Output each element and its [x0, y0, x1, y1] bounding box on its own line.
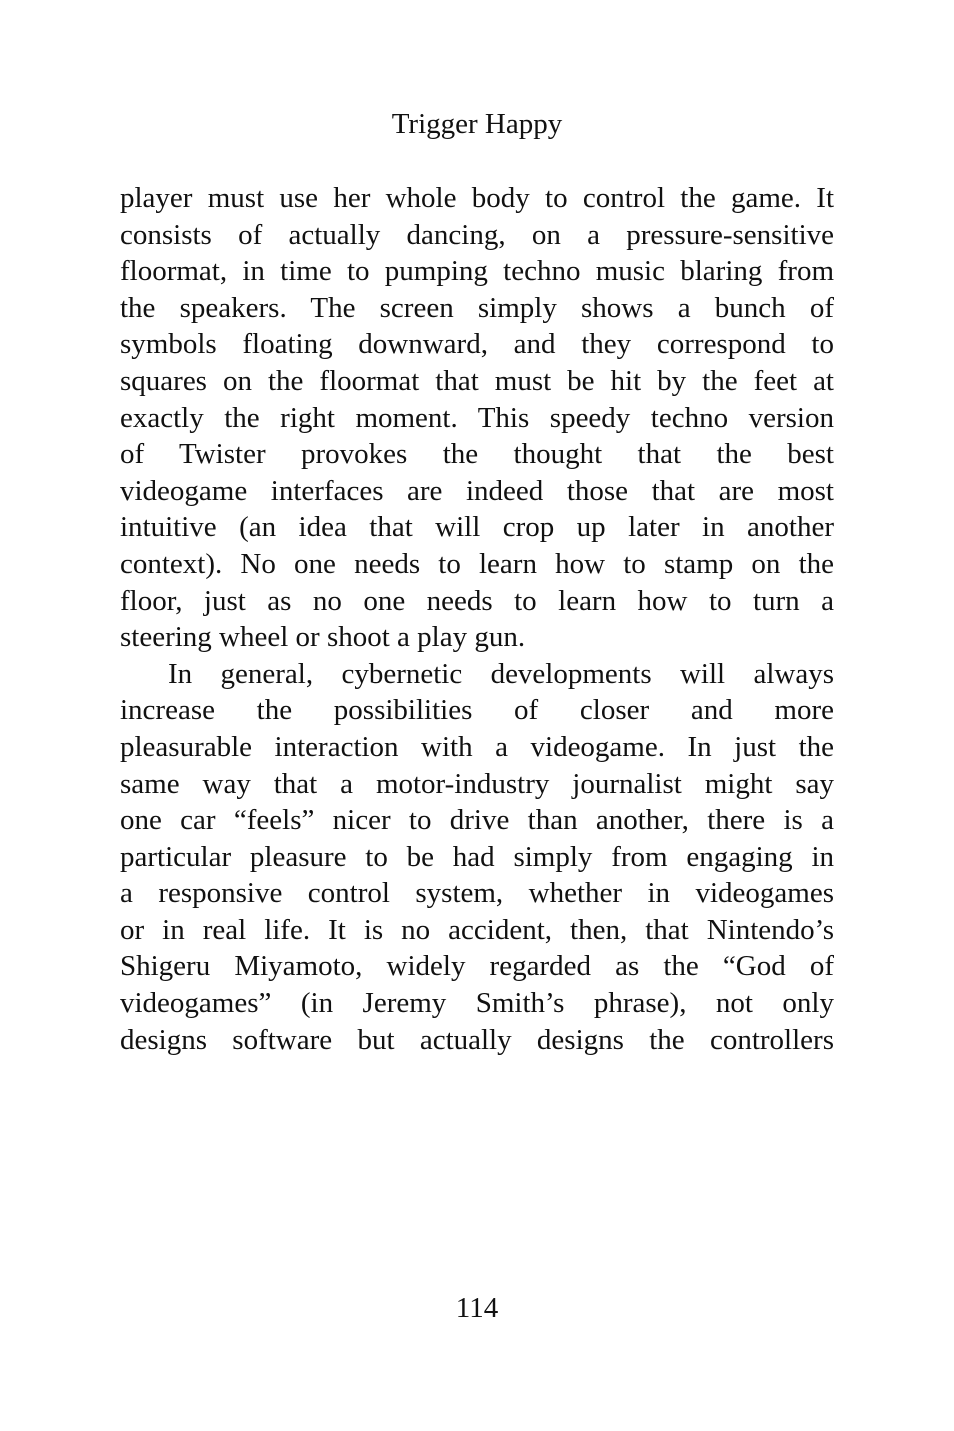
text-line: or in real life. It is no accident, then, that Nintendo’s [120, 913, 834, 946]
paragraph-2 [120, 656, 834, 1059]
text-line: intuitive (an idea that will crop up later in another [120, 511, 834, 544]
text-line: videogames” (in Jeremy Smith’s phrase), not only [120, 987, 834, 1020]
text-line: consists of actually dancing, on a pressure-sensitive [120, 218, 834, 251]
text-line: pleasurable interaction with a videogame. In just the [120, 730, 834, 763]
text-line: floormat, in time to pumping techno music blaring from [120, 255, 834, 288]
paragraph-1 [120, 180, 834, 656]
text-line: of Twister provokes the thought that the best [120, 438, 834, 471]
text-line: In general, cybernetic developments will always [168, 657, 834, 690]
text-line: squares on the floormat that must be hit by the feet at [120, 364, 834, 397]
text-line: steering wheel or shoot a play gun. [120, 621, 526, 654]
text-line: same way that a motor-industry journalist might say [120, 767, 834, 800]
text-line: particular pleasure to be had simply from engaging in [120, 840, 834, 873]
text-line: the speakers. The screen simply shows a bunch of [120, 291, 834, 324]
text-line: one car “feels” nicer to drive than another, there is a [120, 804, 834, 837]
text-line: floor, just as no one needs to learn how to turn a [120, 584, 834, 617]
text-line: Shigeru Miyamoto, widely regarded as the “God of [120, 950, 834, 983]
text-line: a responsive control system, whether in videogames [120, 877, 834, 910]
text-line: player must use her whole body to control the game. It [120, 182, 834, 214]
text-line: increase the possibilities of closer and more [120, 694, 834, 727]
text-line: context). No one needs to learn how to stamp on the [120, 547, 834, 580]
running-head: Trigger Happy [391, 108, 563, 140]
text-line: symbols floating downward, and they correspond to [120, 328, 834, 361]
text-line: videogame interfaces are indeed those that are most [120, 474, 834, 507]
body-text [120, 180, 834, 1058]
text-line: exactly the right moment. This speedy techno version [120, 401, 834, 434]
text-line: designs software but actually designs the controllers [120, 1023, 834, 1056]
page-number: 114 [455, 1292, 499, 1324]
